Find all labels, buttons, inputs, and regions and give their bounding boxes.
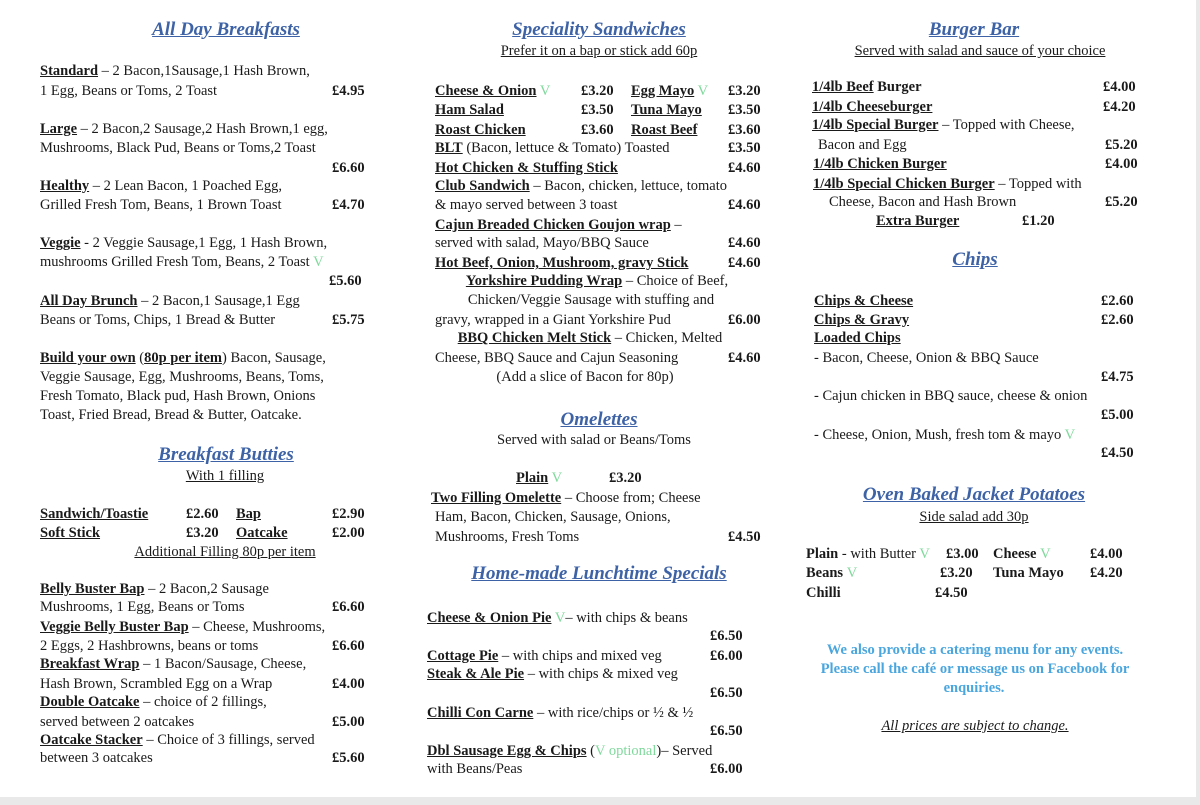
loaded-option-3: - Cheese, Onion, Mush, fresh tom & mayo V — [814, 427, 1076, 443]
oatcake-stacker-desc: between 3 oatcakes — [40, 750, 153, 766]
cheese-onion-sandwich: Cheese & Onion V — [435, 83, 551, 99]
belly-buster-item: Belly Buster Bap – 2 Bacon,2 Sausage — [40, 581, 269, 597]
soft-stick: Soft Stick — [40, 525, 101, 541]
plain-omelette-price: £3.20 — [609, 470, 642, 486]
lunchtime-specials-heading: Home-made Lunchtime Specials — [471, 563, 727, 584]
jacket-plain-price: £3.00 — [946, 546, 979, 562]
brunch-price: £5.75 — [332, 312, 365, 328]
hot-chicken-price: £4.60 — [728, 160, 761, 176]
veggie-belly-buster-desc: 2 Eggs, 2 Hashbrowns, beans or toms — [40, 638, 259, 654]
oatcake: Oatcake — [236, 525, 288, 541]
hot-beef-stick: Hot Beef, Onion, Mushroom, gravy Stick — [435, 255, 689, 271]
healthy-item: Healthy – 2 Lean Bacon, 1 Poached Egg, — [40, 178, 283, 194]
double-oatcake-desc: served between 2 oatcakes — [40, 714, 195, 730]
steak-ale-pie-price: £6.50 — [710, 685, 743, 701]
build-desc-3: Toast, Fried Bread, Bread & Butter, Oatcake. — [40, 407, 302, 423]
dbl-sausage-desc: with Beans/Peas — [427, 761, 523, 777]
yorkshire-desc-2: gravy, wrapped in a Giant Yorkshire Pud — [435, 312, 671, 328]
bbq-desc: Cheese, BBQ Sauce and Cajun Seasoning — [435, 350, 679, 366]
breakfast-wrap-desc: Hash Brown, Scrambled Egg on a Wrap — [40, 676, 273, 692]
beef-burger: 1/4lb Beef Burger — [812, 79, 922, 95]
cheeseburger: 1/4lb Cheeseburger — [812, 99, 933, 115]
sandwich-toastie: Sandwich/Toastie — [40, 506, 149, 522]
egg-mayo-price: £3.20 — [728, 83, 761, 99]
jacket-beans: Beans V — [806, 565, 858, 581]
roast-beef-price: £3.60 — [728, 122, 761, 138]
butties-subheading: With 1 filling — [185, 468, 265, 484]
large-price: £6.60 — [332, 160, 365, 176]
two-filling-desc-1: Ham, Bacon, Chicken, Sausage, Onions, — [435, 509, 671, 525]
loaded-chips: Loaded Chips — [814, 330, 901, 346]
cottage-pie: Cottage Pie – with chips and mixed veg — [427, 648, 662, 664]
breakfast-wrap-item: Breakfast Wrap – 1 Bacon/Sausage, Cheese, — [40, 656, 307, 672]
chips-gravy: Chips & Gravy — [814, 312, 910, 328]
tuna-mayo-sandwich: Tuna Mayo — [631, 102, 702, 118]
vegetarian-mark: V — [313, 254, 324, 270]
healthy-desc: Grilled Fresh Tom, Beans, 1 Brown Toast — [40, 197, 282, 213]
jacket-beans-price: £3.20 — [940, 565, 973, 581]
egg-mayo-sandwich: Egg Mayo V — [631, 83, 709, 99]
standard-price: £4.95 — [332, 83, 365, 99]
yorkshire-desc-1: Chicken/Veggie Sausage with stuffing and — [467, 292, 715, 308]
speciality-sandwiches-heading: Speciality Sandwiches — [512, 19, 686, 40]
cajun-desc: served with salad, Mayo/BBQ Sauce — [435, 235, 649, 251]
roast-chicken-price: £3.60 — [581, 122, 614, 138]
chips-cheese: Chips & Cheese — [814, 293, 914, 309]
build-your-own-item: Build your own (80p per item) Bacon, Sausage, — [40, 350, 326, 366]
cottage-pie-price: £6.00 — [710, 648, 743, 664]
dbl-sausage-price: £6.00 — [710, 761, 743, 777]
club-sandwich: Club Sandwich – Bacon, chicken, lettuce, tomato — [435, 178, 727, 194]
bap: Bap — [236, 506, 261, 522]
two-filling-desc-2: Mushrooms, Fresh Toms — [435, 529, 580, 545]
jacket-plain: Plain - with Butter V — [806, 546, 930, 562]
special-chicken-price: £5.20 — [1105, 194, 1138, 210]
large-desc: Mushrooms, Black Pud, Beans or Toms,2 Toast — [40, 140, 316, 156]
two-filling-price: £4.50 — [728, 529, 761, 545]
ham-salad-price: £3.50 — [581, 102, 614, 118]
chilli-con-carne: Chilli Con Carne – with rice/chips or ½ & ½ — [427, 705, 694, 721]
loaded-option-2: - Cajun chicken in BBQ sauce, cheese & onion — [814, 388, 1088, 404]
jacket-cheese: Cheese V — [993, 546, 1051, 562]
brunch-desc: Beans or Toms, Chips, 1 Bread & Butter — [40, 312, 276, 328]
loaded-option-1-price: £4.75 — [1101, 369, 1134, 385]
sandwich-price: £2.60 — [186, 506, 219, 522]
cheese-onion-pie: Cheese & Onion Pie V– with chips & beans — [427, 610, 688, 626]
jacket-subheading: Side salad add 30p — [919, 509, 1029, 525]
breakfast-wrap-price: £4.00 — [332, 676, 365, 692]
omelettes-subheading: Served with salad or Beans/Toms — [497, 432, 691, 448]
healthy-price: £4.70 — [332, 197, 365, 213]
cheese-onion-price: £3.20 — [581, 83, 614, 99]
burger-bar-heading: Burger Bar — [928, 19, 1020, 40]
jacket-cheese-price: £4.00 — [1090, 546, 1123, 562]
additional-filling-note: Additional Filling 80p per item — [134, 544, 316, 560]
catering-note-1: We also provide a catering menu for any events. — [826, 642, 1124, 658]
bbq-price: £4.60 — [728, 350, 761, 366]
special-burger-desc: Bacon and Egg — [818, 137, 907, 153]
brunch-item: All Day Brunch – 2 Bacon,1 Sausage,1 Egg — [40, 293, 300, 309]
ham-salad-sandwich: Ham Salad — [435, 102, 504, 118]
chips-heading: Chips — [952, 249, 998, 270]
loaded-option-1: - Bacon, Cheese, Onion & BBQ Sauce — [814, 350, 1039, 366]
double-oatcake-price: £5.00 — [332, 714, 365, 730]
extra-burger: Extra Burger — [876, 213, 960, 229]
roast-beef-sandwich: Roast Beef — [631, 122, 698, 138]
special-chicken-desc: Cheese, Bacon and Hash Brown — [829, 194, 1017, 210]
roast-chicken-sandwich: Roast Chicken — [435, 122, 526, 138]
veggie-belly-buster-item: Veggie Belly Buster Bap – Cheese, Mushrooms, — [40, 619, 326, 635]
two-filling-omelette: Two Filling Omelette – Choose from; Cheese — [431, 490, 701, 506]
large-item: Large – 2 Bacon,2 Sausage,2 Hash Brown,1 egg, — [40, 121, 328, 137]
special-burger: 1/4lb Special Burger – Topped with Cheese, — [812, 117, 1075, 133]
omelettes-heading: Omelettes — [560, 409, 638, 430]
plain-omelette: Plain V — [516, 470, 563, 486]
yorkshire-wrap: Yorkshire Pudding Wrap – Choice of Beef, — [465, 273, 729, 289]
oatcake-stacker-item: Oatcake Stacker – Choice of 3 fillings, served — [40, 732, 315, 748]
jacket-tuna: Tuna Mayo — [993, 565, 1064, 581]
bbq-bacon-note: (Add a slice of Bacon for 80p) — [496, 369, 674, 385]
cheese-onion-pie-price: £6.50 — [710, 628, 743, 644]
steak-ale-pie: Steak & Ale Pie – with chips & mixed veg — [427, 666, 678, 682]
all-day-breakfasts-heading: All Day Breakfasts — [152, 19, 300, 40]
cajun-price: £4.60 — [728, 235, 761, 251]
jacket-tuna-price: £4.20 — [1090, 565, 1123, 581]
dbl-sausage-egg-chips: Dbl Sausage Egg & Chips (V optional)– Served — [427, 743, 713, 759]
chicken-burger-price: £4.00 — [1105, 156, 1138, 172]
veggie-price: £5.60 — [329, 273, 362, 289]
extra-burger-price: £1.20 — [1022, 213, 1055, 229]
hot-beef-price: £4.60 — [728, 255, 761, 271]
jacket-chilli: Chilli — [806, 585, 841, 601]
standard-item: Standard – 2 Bacon,1Sausage,1 Hash Brown, — [40, 63, 310, 79]
veggie-belly-buster-price: £6.60 — [332, 638, 365, 654]
burger-subheading: Served with salad and sauce of your choice — [854, 43, 1106, 59]
sandwiches-subheading: Prefer it on a bap or stick add 60p — [500, 43, 698, 59]
club-desc: & mayo served between 3 toast — [435, 197, 618, 213]
yorkshire-price: £6.00 — [728, 312, 761, 328]
catering-note-2: Please call the café or message us on Facebook for — [820, 661, 1130, 677]
special-chicken-burger: 1/4lb Special Chicken Burger – Topped with — [813, 176, 1082, 192]
chips-cheese-price: £2.60 — [1101, 293, 1134, 309]
catering-note-3: enquiries. — [943, 680, 1005, 696]
hot-chicken-stick: Hot Chicken & Stuffing Stick — [435, 160, 618, 176]
chilli-price: £6.50 — [710, 723, 743, 739]
breakfast-butties-heading: Breakfast Butties — [158, 444, 294, 465]
jacket-potatoes-heading: Oven Baked Jacket Potatoes — [862, 484, 1086, 505]
standard-desc: 1 Egg, Beans or Toms, 2 Toast — [40, 83, 218, 99]
blt-price: £3.50 — [728, 140, 761, 156]
loaded-option-3-price: £4.50 — [1101, 445, 1134, 461]
build-desc-2: Fresh Tomato, Black pud, Hash Brown, Onions — [40, 388, 316, 404]
build-desc-1: Veggie Sausage, Egg, Mushrooms, Beans, Toms, — [40, 369, 324, 385]
belly-buster-desc: Mushrooms, 1 Egg, Beans or Toms — [40, 599, 245, 615]
blt-sandwich: BLT (Bacon, lettuce & Tomato) Toasted — [435, 140, 670, 156]
bap-price: £2.90 — [332, 506, 365, 522]
loaded-option-2-price: £5.00 — [1101, 407, 1134, 423]
prices-disclaimer: All prices are subject to change. — [881, 718, 1069, 734]
soft-stick-price: £3.20 — [186, 525, 219, 541]
club-price: £4.60 — [728, 197, 761, 213]
veggie-item: Veggie - 2 Veggie Sausage,1 Egg, 1 Hash Brown, — [40, 235, 328, 251]
chicken-burger: 1/4lb Chicken Burger — [813, 156, 947, 172]
bbq-chicken-stick: BBQ Chicken Melt Stick – Chicken, Melted — [457, 330, 723, 346]
cheeseburger-price: £4.20 — [1103, 99, 1136, 115]
veggie-desc: mushrooms Grilled Fresh Tom, Beans, 2 Toast V — [40, 254, 324, 270]
oatcake-price: £2.00 — [332, 525, 365, 541]
cajun-wrap: Cajun Breaded Chicken Goujon wrap – — [435, 217, 682, 233]
oatcake-stacker-price: £5.60 — [332, 750, 365, 766]
tuna-mayo-price: £3.50 — [728, 102, 761, 118]
double-oatcake-item: Double Oatcake – choice of 2 fillings, — [40, 694, 267, 710]
special-burger-price: £5.20 — [1105, 137, 1138, 153]
beef-burger-price: £4.00 — [1103, 79, 1136, 95]
belly-buster-price: £6.60 — [332, 599, 365, 615]
jacket-chilli-price: £4.50 — [935, 585, 968, 601]
chips-gravy-price: £2.60 — [1101, 312, 1134, 328]
